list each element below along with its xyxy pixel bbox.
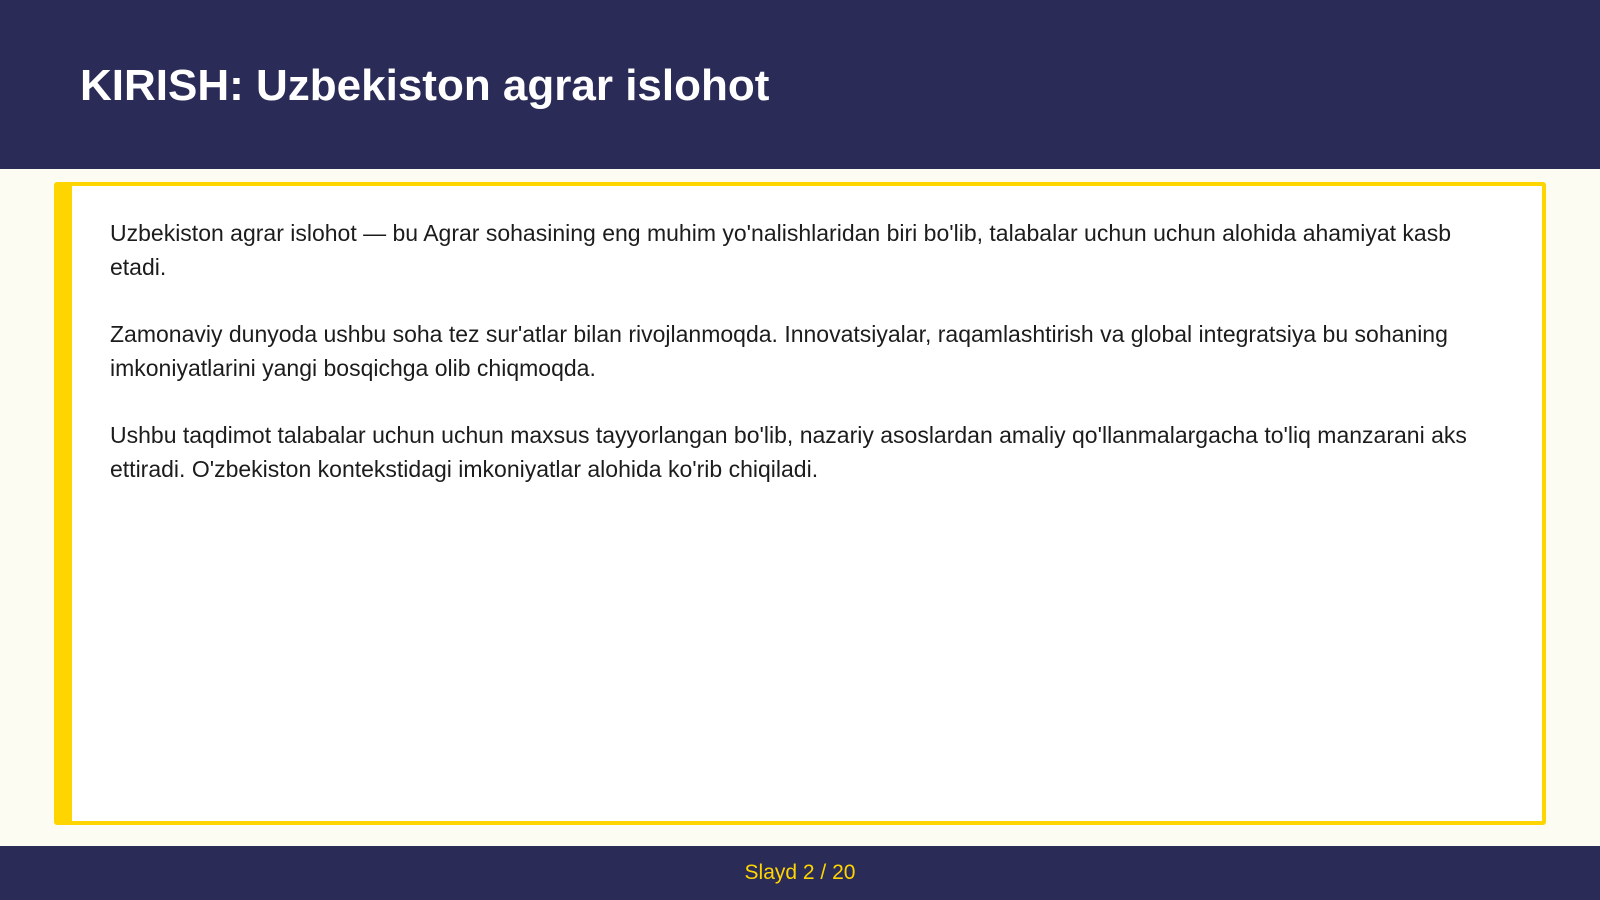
paragraph-intro: Uzbekiston agrar islohot — bu Agrar sohasining eng muhim yo'nalishlaridan biri bo'lib, talabalar uchun uchun alohida ahamiyat kasb etadi. [110, 220, 1452, 280]
slide-counter: Slayd 2 / 20 [744, 861, 856, 884]
slide-header [0, 0, 1600, 169]
paragraph-list [110, 216, 1500, 519]
slide-title: KIRISH: Uzbekiston agrar islohot [80, 61, 770, 110]
paragraph-presentation-purpose: Ushbu taqdimot talabalar uchun uchun maxsus tayyorlangan bo'lib, nazariy asoslardan amaliy qo'llanmalargacha to'liq manzarani aks ettiradi. O'zbekiston kontekstidagi imkoniyatlar alohida ko'rib chiqiladi. [110, 422, 1467, 482]
slide-footer [0, 846, 1600, 900]
content-panel [54, 182, 1546, 825]
paragraph-modern-world: Zamonaviy dunyoda ushbu soha tez sur'atlar bilan rivojlanmoqda. Innovatsiyalar, raqamlashtirish va global integratsiya bu sohaning imkoniyatlarini yangi bosqichga olib chiqmoqda. [110, 321, 1448, 381]
